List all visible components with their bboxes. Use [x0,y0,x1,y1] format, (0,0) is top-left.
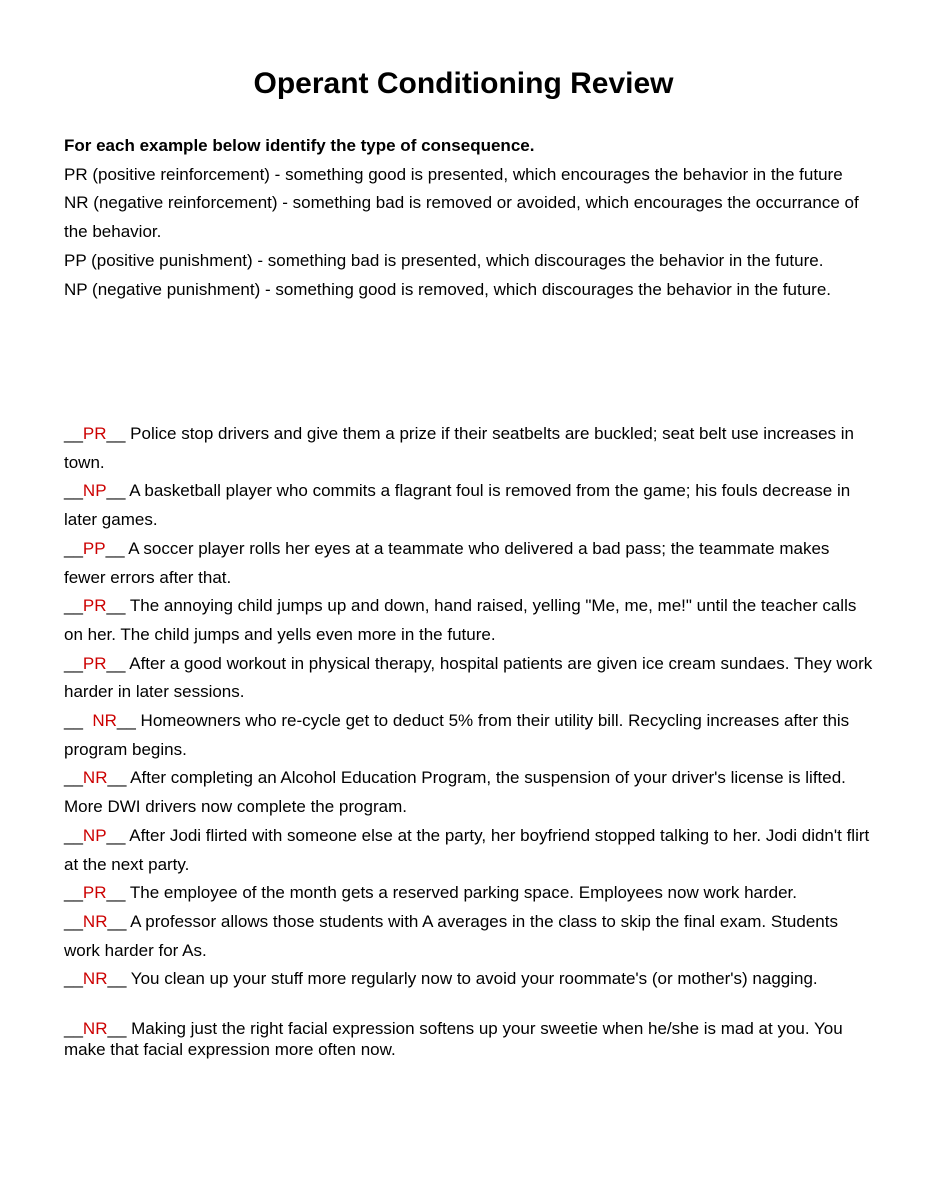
item-answer: PR [82,596,107,616]
definition-np: NP (negative punishment) - something good is removed, which discourages the behavior in the future. [64,279,832,299]
list-item [64,535,874,592]
item-prefix: __ [64,538,83,558]
item-text: __ After a good workout in physical therapy, hospital patients are given ice cream sundaes. They work harder in later sessions. [64,653,873,702]
list-item [64,1018,874,1060]
list-item [64,477,874,534]
list-item [64,965,874,994]
item-answer: NR [82,768,108,788]
item-answer: PR [82,424,107,443]
item-prefix: __ [64,653,83,673]
item-answer: PR [82,883,107,903]
item-prefix: __ [64,911,83,931]
item-answer: NR [82,969,108,989]
item-text: __ A soccer player rolls her eyes at a teammate who delivered a bad pass; the teammate makes fewer errors after that. [64,538,830,587]
item-prefix: __ [64,424,83,443]
item-prefix: __ [64,969,83,989]
list-item [64,707,874,764]
item-text: __ Police stop drivers and give them a prize if their seatbelts are buckled; seat belt use increases in town. [64,424,854,472]
item-text: __ The annoying child jumps up and down, hand raised, yelling "Me, me, me!" until the teacher calls on her. The child jumps and yells even more in the future. [64,596,857,644]
item-prefix: __ [64,596,83,616]
definition-pp: PP (positive punishment) - something bad is presented, which discourages the behavior in the future. [64,250,824,270]
item-prefix: __ [64,1019,83,1038]
list-item [64,822,874,879]
list-item [64,592,874,649]
definition-pr: PR (positive reinforcement) - something good is presented, which encourages the behavior in the future [64,164,843,184]
item-text: __ A professor allows those students with A averages in the class to skip the final exam. Students work harder for As. [64,911,838,960]
list-item [64,650,874,707]
item-answer: PR [82,653,107,673]
page-title: Operant Conditioning Review [253,67,674,100]
item-text: __ A basketball player who commits a flagrant foul is removed from the game; his fouls decrease in later games. [64,481,851,530]
item-answer: PP [82,538,106,558]
item-text: __ The employee of the month gets a reserved parking space. Employees now work harder. [106,883,798,903]
item-answer: NR [82,911,108,931]
item-answer: NR [82,1019,108,1038]
item-prefix: __ [64,883,83,903]
list-item [64,764,874,821]
item-text: __ Homeowners who re-cycle get to deduct 5% from their utility bill. Recycling increases after this program begins. [64,711,850,759]
item-answer: NP [82,481,107,501]
list-item [64,879,874,908]
list-item [64,420,874,477]
item-text: __ Making just the right facial expression softens up your sweetie when he/she is mad at you. You make that facial expression more often now. [64,1019,843,1059]
item-text: __ You clean up your stuff more regularly now to avoid your roommate's (or mother's) nagging. [107,969,818,989]
item-prefix: __ [64,825,83,845]
instructions-lead: For each example below identify the type of consequence. [64,136,535,155]
list-item [64,908,874,965]
instructions-block [64,132,864,304]
examples-list-tail [64,1018,874,1060]
item-prefix: __ [64,481,83,501]
definition-nr: NR (negative reinforcement) - something bad is removed or avoided, which encourages the occurrance of the behavior. [64,193,859,242]
examples-list [64,420,874,994]
item-prefix: __ [64,768,83,788]
item-text: __ After completing an Alcohol Education Program, the suspension of your driver's license is lifted. More DWI drivers now complete the program. [64,768,846,817]
item-text: __ After Jodi flirted with someone else at the party, her boyfriend stopped talking to her. Jodi didn't flirt at the next party. [64,825,870,874]
item-prefix: __ [64,711,93,731]
item-answer: NR [92,711,117,731]
item-answer: NP [82,825,107,845]
